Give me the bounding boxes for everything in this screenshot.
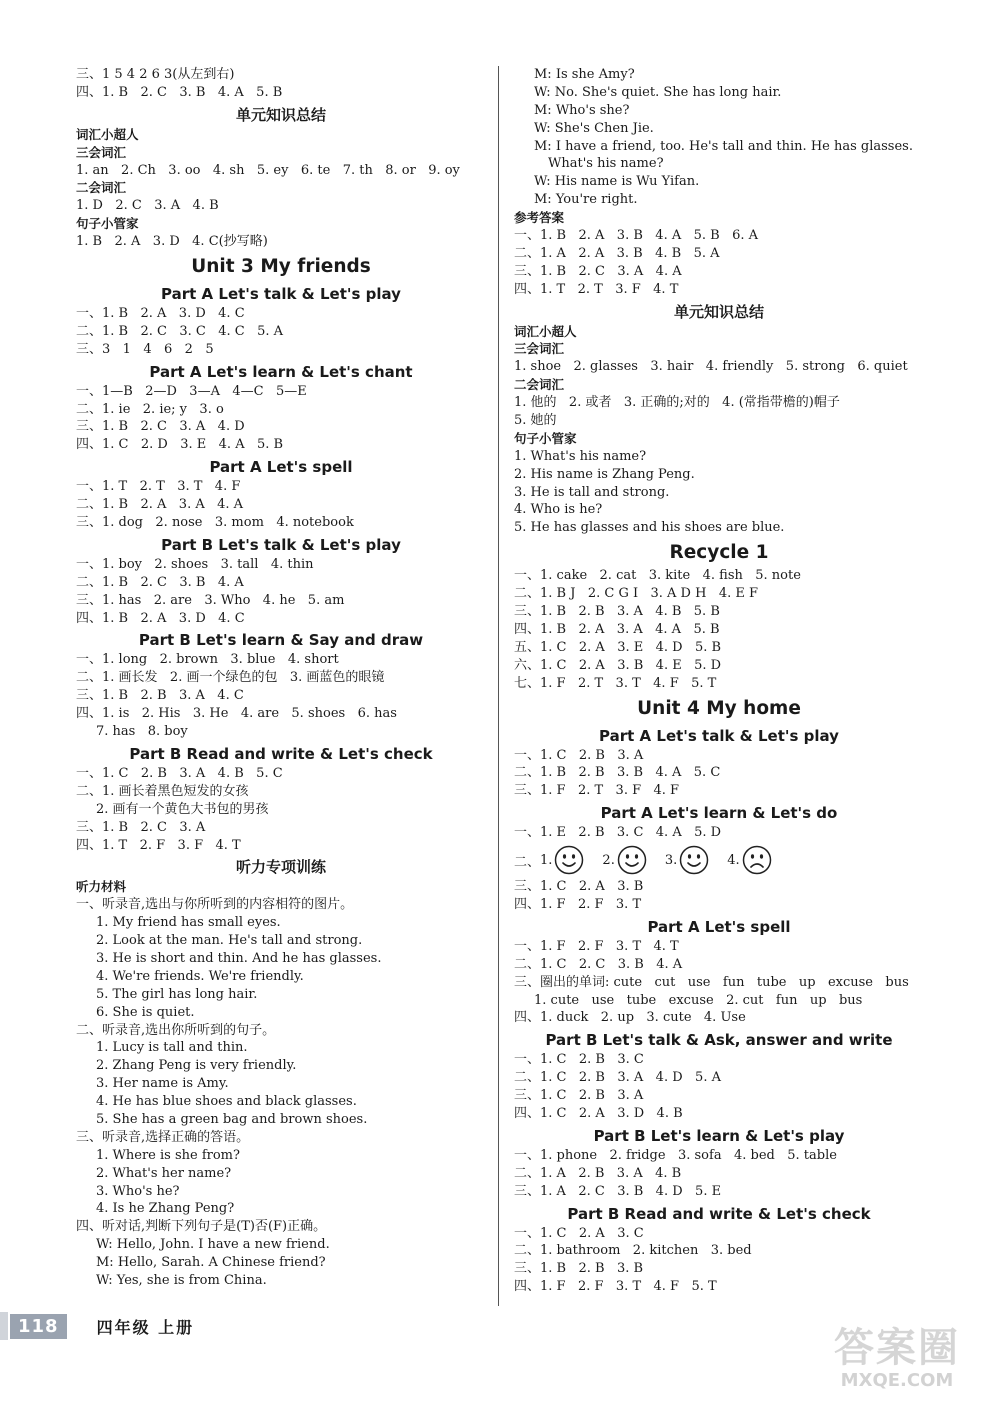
- grade-label: 四年级 上册: [96, 1317, 195, 1337]
- answer-line: 三、圈出的单词: cute cut use fun tube up excuse bus: [514, 974, 909, 990]
- column-divider: [498, 66, 499, 1306]
- answer-line: 二、1. 画长发 2. 画一个绿色的包 3. 画蓝色的眼镜: [76, 670, 385, 686]
- subsection-label: 词汇小超人: [76, 126, 139, 142]
- scan-edge-mark: [0, 1312, 8, 1340]
- answer-line: 2. 画有一个黄色大书包的男孩: [96, 801, 269, 817]
- answer-line: 5. He has glasses and his shoes are blue.: [514, 520, 785, 536]
- section-heading: 单元知识总结: [673, 302, 764, 321]
- answer-line: 四、1. T 2. T 3. F 4. T: [514, 281, 679, 297]
- answer-line: 1. cute use tube excuse 2. cut fun up bus: [534, 992, 863, 1008]
- answer-line: 三、1. has 2. are 3. Who 4. he 5. am: [76, 592, 345, 608]
- answer-line: 四、1. C 2. D 3. E 4. A 5. B: [76, 437, 284, 453]
- answer-line: 5. She has a green bag and brown shoes.: [96, 1111, 368, 1127]
- answer-line: W: She's Chen Jie.: [534, 120, 654, 136]
- answer-line: 二、1. B 2. B 3. B 4. A 5. C: [514, 765, 721, 781]
- face-answer-number: 3.: [664, 852, 678, 868]
- answer-line: 5. 她的: [514, 413, 557, 429]
- section-heading: Part B Let's learn & Say and draw: [138, 631, 424, 650]
- face-answer-item: [665, 845, 709, 875]
- subsection-label: 三会词汇: [76, 144, 127, 160]
- sad-face-icon: [742, 845, 772, 875]
- answer-line: 一、1. B 2. A 3. D 4. C: [76, 306, 245, 322]
- answer-line: 二、1. B 2. C 3. B 4. A: [76, 574, 244, 590]
- answer-line: 三、听录音,选择正确的答语。: [76, 1129, 250, 1145]
- answer-line: 1. an 2. Ch 3. oo 4. sh 5. ey 6. te 7. th 8. or 9. oy: [76, 162, 460, 178]
- answer-line: 1. B 2. A 3. D 4. C(抄写略): [76, 234, 268, 250]
- answer-line: 四、1. B 2. A 3. A 4. A 5. B: [514, 621, 720, 637]
- answer-line: 二、听录音,选出你所听到的句子。: [76, 1022, 276, 1038]
- left-column: [76, 66, 486, 1290]
- answer-line: 三、1. C 2. A 3. B: [514, 879, 644, 895]
- answer-line: 七、1. F 2. T 3. T 4. F 5. T: [514, 675, 717, 691]
- answer-line: 四、1. is 2. His 3. He 4. are 5. shoes 6. has: [76, 706, 397, 722]
- answer-line: 3. Who's he?: [96, 1183, 180, 1199]
- answer-line: 二、1. bathroom 2. kitchen 3. bed: [514, 1243, 752, 1259]
- answer-line: 四、1. F 2. F 3. T 4. F 5. T: [514, 1279, 717, 1295]
- answer-line: W: No. She's quiet. She has long hair.: [534, 84, 782, 100]
- smiley-face-icon: [679, 845, 709, 875]
- answer-line: 四、听对话,判断下列句子是(T)否(F)正确。: [76, 1219, 327, 1235]
- answer-line: 4. Who is he?: [514, 502, 603, 518]
- face-answer-number: 4.: [727, 852, 740, 868]
- faces-row-prefix: 二、: [514, 854, 541, 870]
- subsection-label: 二会词汇: [514, 377, 565, 393]
- answer-line: 2. What's her name?: [96, 1165, 232, 1181]
- answer-line: M: Is she Amy?: [534, 67, 635, 82]
- answer-line: 三、1. B 2. C 3. A: [76, 819, 206, 835]
- section-heading: Part B Let's learn & Let's play: [593, 1126, 845, 1145]
- unit-heading: Recycle 1: [669, 542, 769, 564]
- answer-line: 1. shoe 2. glasses 3. hair 4. friendly 5. strong 6. quiet: [514, 359, 908, 375]
- section-heading: Part A Let's learn & Let's chant: [149, 362, 413, 381]
- answer-line: 一、1. phone 2. fridge 3. sofa 4. bed 5. table: [514, 1147, 837, 1163]
- subsection-label: 二会词汇: [76, 180, 127, 196]
- watermark-site: MXQE.COM: [840, 1370, 954, 1391]
- section-heading: Part A Let's talk & Let's play: [599, 726, 839, 745]
- answer-line: 1. Lucy is tall and thin.: [96, 1040, 248, 1056]
- face-answer-item: [727, 845, 771, 875]
- answer-line: 4. Is he Zhang Peng?: [96, 1201, 235, 1217]
- answer-line: 三、1. dog 2. nose 3. mom 4. notebook: [76, 515, 354, 531]
- answer-line: 二、1. B 2. A 3. A 4. A: [76, 497, 244, 513]
- answer-line: M: You're right.: [534, 192, 638, 208]
- answer-line: 三、1. C 2. B 3. A: [514, 1088, 644, 1104]
- page-number: 118: [10, 1314, 67, 1339]
- answer-line: 一、1. C 2. B 3. A 4. B 5. C: [76, 765, 283, 781]
- answer-line: 二、1. B J 2. C G I 3. A D H 4. E F: [514, 586, 759, 602]
- unit-heading: Unit 4 My home: [637, 697, 801, 719]
- answer-line: M: Who's she?: [534, 102, 630, 118]
- answer-line: 5. The girl has long hair.: [96, 986, 258, 1002]
- answer-line: 一、1. long 2. brown 3. blue 4. short: [76, 652, 339, 668]
- subsection-label: 句子小管家: [514, 430, 577, 446]
- answer-line: 3. He is short and thin. And he has glasses.: [96, 950, 382, 966]
- section-heading: Part A Let's talk & Let's play: [161, 285, 401, 304]
- answer-line: 1. 他的 2. 或者 3. 正确的;对的 4. (常指带檐的)帽子: [514, 395, 840, 411]
- answer-line: 三、1. B 2. B 3. B: [514, 1261, 644, 1277]
- face-answer-number: 2.: [602, 852, 615, 868]
- section-heading: Part A Let's spell: [647, 917, 791, 936]
- faces-answer-row: [514, 842, 924, 878]
- answer-line: 三、1. B 2. C 3. A 4. D: [76, 419, 245, 435]
- answer-line: 4. We're friends. We're friendly.: [96, 968, 304, 984]
- answer-line: 7. has 8. boy: [96, 724, 188, 740]
- subsection-label: 三会词汇: [514, 341, 565, 357]
- section-heading: Part B Let's talk & Ask, answer and write: [545, 1031, 893, 1050]
- section-heading: Part B Let's talk & Let's play: [161, 535, 401, 554]
- answer-line: 三、1. B 2. B 3. A 4. C: [76, 688, 244, 704]
- answer-line: W: His name is Wu Yifan.: [534, 174, 700, 190]
- answer-line: W: Hello, John. I have a new friend.: [96, 1237, 330, 1253]
- answer-line: 二、1. C 2. B 3. A 4. D 5. A: [514, 1070, 721, 1086]
- answer-line: 一、1. C 2. A 3. C: [514, 1225, 644, 1241]
- answer-line: 三、3 1 4 6 2 5: [76, 341, 214, 357]
- smiley-face-icon: [617, 845, 647, 875]
- answer-line: 二、1. ie 2. ie; y 3. o: [76, 401, 224, 417]
- answer-line: 1. D 2. C 3. A 4. B: [76, 198, 219, 214]
- answer-line: 1. What's his name?: [514, 448, 647, 464]
- watermark-logo: [812, 1326, 982, 1402]
- unit-heading: Unit 3 My friends: [191, 256, 371, 278]
- smiley-face-icon: [554, 845, 584, 875]
- right-column: [514, 66, 924, 1296]
- answer-line: 五、1. C 2. A 3. E 4. D 5. B: [514, 639, 722, 655]
- answer-line: 6. She is quiet.: [96, 1004, 195, 1020]
- answer-line: 2. Zhang Peng is very friendly.: [96, 1058, 297, 1074]
- answer-line: 四、1. C 2. A 3. D 4. B: [514, 1105, 683, 1121]
- answer-line: 一、1. T 2. T 3. T 4. F: [76, 479, 241, 495]
- answer-line: 三、1. A 2. C 3. B 4. D 5. E: [514, 1183, 722, 1199]
- answer-line: 一、听录音,选出与你所听到的内容相符的图片。: [76, 897, 354, 913]
- answer-line: 一、1. boy 2. shoes 3. tall 4. thin: [76, 556, 314, 572]
- section-heading: Part A Let's spell: [209, 458, 353, 477]
- subsection-label: 句子小管家: [76, 216, 139, 232]
- answer-line: 四、1. T 2. F 3. F 4. T: [76, 837, 241, 853]
- answer-line: 三、1. B 2. C 3. A 4. A: [514, 263, 682, 279]
- answer-line: 六、1. C 2. A 3. B 4. E 5. D: [514, 657, 722, 673]
- face-answer-number: 1.: [540, 852, 553, 868]
- answer-line: 四、1. F 2. F 3. T: [514, 896, 642, 912]
- section-heading: 听力专项训练: [235, 858, 326, 877]
- answer-line: 二、1. A 2. A 3. B 4. B 5. A: [514, 245, 720, 261]
- answer-line: 3. He is tall and strong.: [514, 484, 670, 500]
- subsection-label: 词汇小超人: [514, 323, 577, 339]
- section-heading: Part B Read and write & Let's check: [129, 744, 433, 763]
- answer-line: 二、1. C 2. C 3. B 4. A: [514, 956, 683, 972]
- face-answer-item: [602, 845, 646, 875]
- watermark-logo-text: 答案圈: [834, 1325, 960, 1371]
- answer-line: W: Yes, she is from China.: [96, 1272, 267, 1288]
- answer-line: 二、1. A 2. B 3. A 4. B: [514, 1165, 682, 1181]
- answer-line: 4. He has blue shoes and black glasses.: [96, 1094, 357, 1110]
- section-heading: Part B Read and write & Let's check: [567, 1204, 871, 1223]
- answer-line: What's his name?: [548, 156, 664, 172]
- answer-line: M: I have a friend, too. He's tall and thin. He has glasses.: [534, 138, 913, 154]
- answer-line: 四、1. duck 2. up 3. cute 4. Use: [514, 1010, 746, 1026]
- section-heading: 单元知识总结: [235, 105, 326, 124]
- answer-line: 一、1. E 2. B 3. C 4. A 5. D: [514, 825, 722, 841]
- subsection-label: 听力材料: [76, 879, 127, 895]
- answer-line: 一、1. cake 2. cat 3. kite 4. fish 5. note: [514, 568, 801, 584]
- answer-line: 一、1. B 2. A 3. B 4. A 5. B 6. A: [514, 228, 759, 244]
- answer-line: 1. Where is she from?: [96, 1147, 240, 1163]
- answer-line: 三、1 5 4 2 6 3(从左到右): [76, 67, 235, 82]
- answer-line: 2. His name is Zhang Peng.: [514, 466, 695, 482]
- answer-line: 三、1. B 2. B 3. A 4. B 5. B: [514, 604, 720, 620]
- answer-line: 四、1. B 2. C 3. B 4. A 5. B: [76, 84, 283, 100]
- answer-line: 三、1. F 2. T 3. F 4. F: [514, 783, 680, 799]
- answer-line: 一、1. C 2. B 3. A: [514, 747, 644, 763]
- answer-line: 3. Her name is Amy.: [96, 1076, 229, 1092]
- answer-line: 二、1. 画长着黑色短发的女孩: [76, 783, 249, 799]
- subsection-label: 参考答案: [514, 210, 565, 226]
- answer-line: 1. My friend has small eyes.: [96, 915, 281, 931]
- answer-line: 一、1—B 2—D 3—A 4—C 5—E: [76, 383, 307, 399]
- answer-line: M: Hello, Sarah. A Chinese friend?: [96, 1255, 326, 1271]
- section-heading: Part A Let's learn & Let's do: [600, 804, 838, 823]
- answer-line: 二、1. B 2. C 3. C 4. C 5. A: [76, 323, 284, 339]
- answer-line: 四、1. B 2. A 3. D 4. C: [76, 610, 245, 626]
- face-answer-item: [540, 845, 584, 875]
- answer-line: 一、1. F 2. F 3. T 4. T: [514, 938, 679, 954]
- answer-line: 2. Look at the man. He's tall and strong.: [96, 933, 363, 949]
- page-footer: [10, 1312, 194, 1340]
- answer-line: 一、1. C 2. B 3. C: [514, 1052, 644, 1068]
